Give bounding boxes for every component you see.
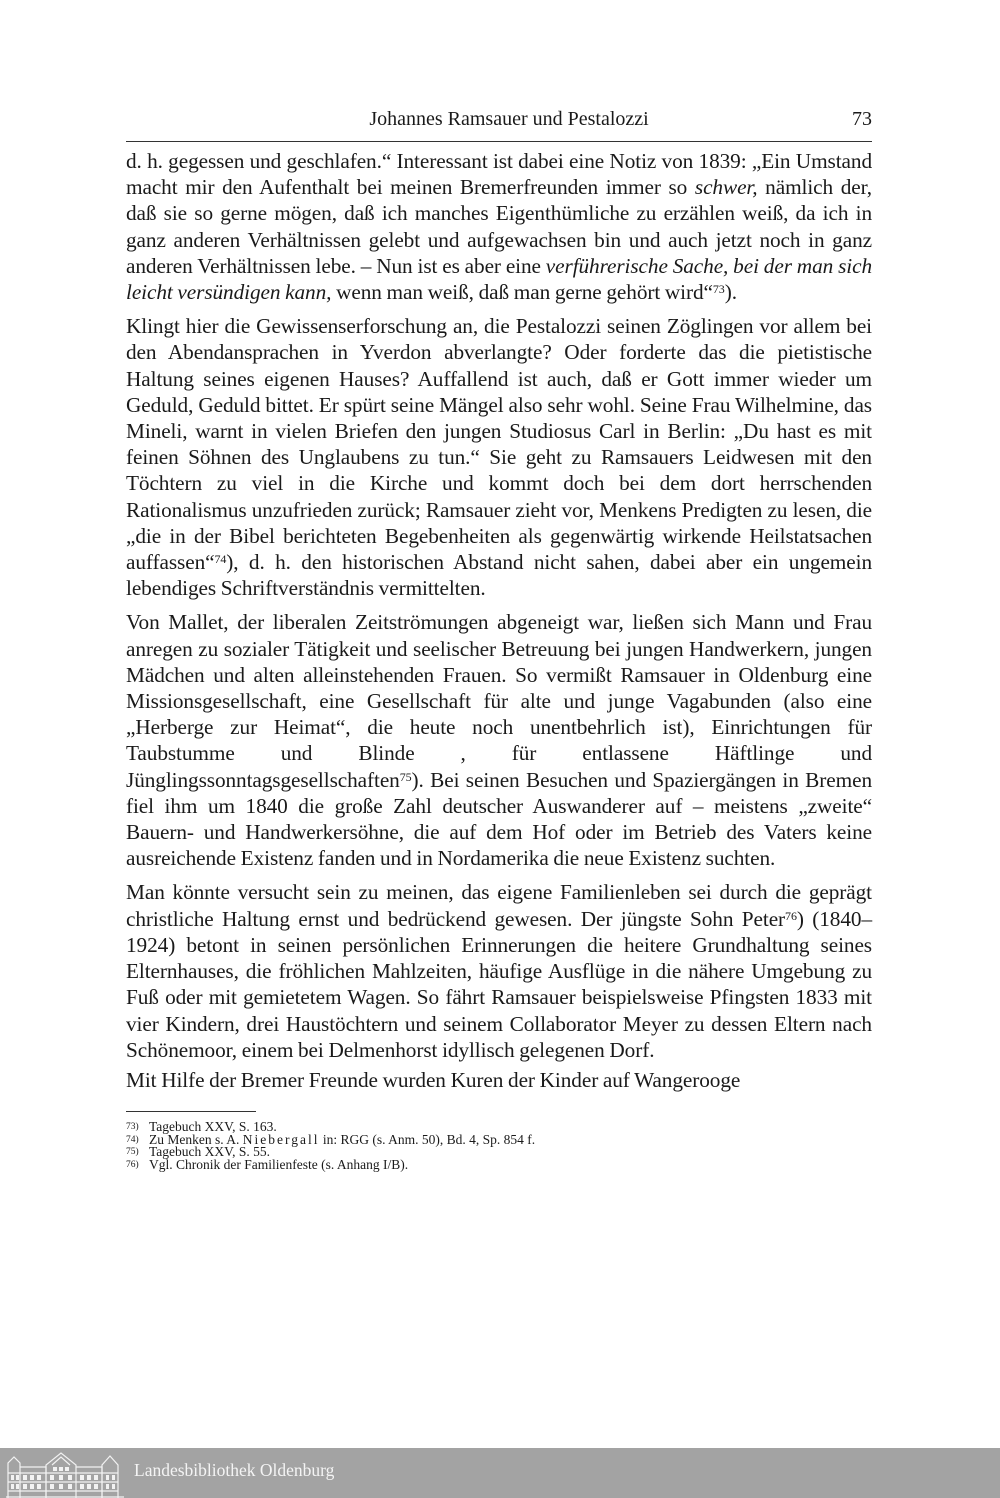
italic-text: schwer, xyxy=(694,175,758,200)
text-segment: Mit Hilfe der Bremer Freunde wurden Kuren der Kinder auf Wangerooge xyxy=(126,1067,741,1092)
footnote-mark: 74) xyxy=(126,1134,139,1145)
page-number: 73 xyxy=(852,108,872,130)
footnote-rule xyxy=(126,1111,256,1112)
footnote-ref: 75 xyxy=(399,769,412,784)
text-segment: wenn man weiß, daß man gerne gehört wird“ xyxy=(331,280,713,305)
library-building-icon xyxy=(6,1451,124,1498)
footnote-mark: 73) xyxy=(126,1122,139,1133)
running-title: Johannes Ramsauer und Pestalozzi xyxy=(369,108,649,130)
text-segment: ), d. h. den historischen Abstand nicht sahen, dabei aber ein ungemein lebendiges Schriftverständnis vermittelten. xyxy=(126,550,872,601)
footnote-text: Vgl. Chronik der Familienfeste (s. Anhang I/B). xyxy=(149,1156,409,1172)
spaced-author-name: Niebergall xyxy=(242,1131,320,1147)
italic-text: verführerische Sache, bei der man sich leicht versündigen kann, xyxy=(126,253,872,305)
paragraph xyxy=(126,313,872,601)
footnote-ref: 74 xyxy=(214,552,227,567)
text-segment: ) (1840–1924) betont in seinen persönlichen Erinnerungen die heitere Grundhaltung seines Elternhauses, die fröhlichen Mahlzeiten, häufige Ausflüge in die nähere Umgebung zu Fuß oder mit gemietetem Wagen. So fährt Ramsauer beispielsweise Pfingsten 1833 mit vier Kindern, drei Haustöchtern und seinem Collaborator Meyer zu dessen Eltern nach Schönemoor, einem bei Delmenhorst idyllisch gelegenen Dorf. xyxy=(126,906,872,1062)
text-segment: ). Bei seinen Besuchen und Spaziergängen in Bremen fiel ihm um 1840 die große Zahl deutscher Auswanderer auf – meistens „zweite“ Bauern- und Handwerkersöhne, die auf dem Hof oder im Betrieb des Vaters keine ausreichende Existenz fanden und in Nordamerika die neue Existenz suchten. xyxy=(126,767,872,871)
library-name: Landesbibliothek Oldenburg xyxy=(134,1460,335,1480)
footnote-text: Zu Menken s. A. Niebergall in: RGG (s. Anm. 50), Bd. 4, Sp. 854 f. xyxy=(149,1131,536,1147)
footnote-mark: 75) xyxy=(126,1147,139,1158)
footnote xyxy=(126,1156,872,1172)
text-segment: Von Mallet, der liberalen Zeitströmungen abgeneigt war, ließen sich Mann und Frau anregen zu sozialer Tätigkeit und seelischer Betreuung bei jungen Handwerkern, jungen Mädchen und alten alleinstehenden Frauen. So vermißt Ramsauer in Oldenburg eine Missionsgesellschaft, eine Gesellschaft für alte und junge Vagabunden (also eine „Herberge zur Heimat“, die heute noch unentbehrlich ist), Einrichtungen für Taubstumme und Blinde , für entlassene Häftlinge und Jünglingssonntagsgesellschaften xyxy=(126,610,872,792)
footnote-text: Tagebuch XXV, S. 163. xyxy=(149,1119,277,1135)
paragraph xyxy=(126,1067,872,1093)
document-page xyxy=(126,104,872,1171)
paragraph xyxy=(126,148,872,305)
footnote-mark: 76) xyxy=(126,1159,139,1170)
header-rule xyxy=(126,141,872,142)
text-segment: d. h. gegessen und geschlafen.“ Interessant ist dabei eine Notiz von 1839: „Ein Umstand macht mir den Aufenthalt bei meinen Bremerfreunden immer so xyxy=(126,149,872,200)
text-segment: nämlich der, daß sie so gerne mögen, daß ich manches Eigenthümliche zu erzählen weiß, da ich in ganz anderen Verhältnissen gelebt und aufgewachsen bin und auch jetzt noch in ganz anderen Verhältnissen lebe. – Nun ist es aber eine xyxy=(126,175,872,278)
footer-bar xyxy=(0,1448,1000,1498)
footnote-ref: 76 xyxy=(785,908,797,923)
text-segment: Klingt hier die Gewissenserforschung an, die Pestalozzi seinen Zöglingen vor allem bei den Abendansprachen in Yverdon abverlangte? Oder forderte das die pietistische Haltung seines eigenen Hauses? Auffallend ist auch, daß er Gott immer wieder um Geduld, Geduld bittet. Er spürt seine Mängel also sehr wohl. Seine Frau Wilhelmine, das Mineli, warnt in vielen Briefen den jungen Studiosus Carl in Berlin: „Du hast es mit feinen Söhnen des Unglaubens zu tun.“ Sie geht zu Ramsauers Leidwesen mit den Töchtern zu viel in die Kirche und kommt doch bei dem dort herrschenden Rationalismus unzufrieden zurück; Ramsauer zieht vor, Menkens Predigten zu lesen, die „die in der Bibel berichteten Begebenheiten als gegenwärtig wirkende Heilstatsachen auffassen“ xyxy=(126,314,872,575)
paragraph xyxy=(126,879,872,1062)
paragraph xyxy=(126,609,872,871)
footnotes xyxy=(126,1121,872,1171)
text-segment: Man könnte versucht sein zu meinen, das eigene Familienleben sei durch die geprägt christliche Haltung ernst und bedrückend gewesen. Der jüngste Sohn Peter xyxy=(126,880,872,931)
running-header xyxy=(126,104,872,134)
footnote-text: Tagebuch XXV, S. 55. xyxy=(149,1144,271,1160)
text-segment: ). xyxy=(724,280,737,305)
body-text xyxy=(126,148,872,1093)
footnote-ref: 73 xyxy=(712,282,725,297)
